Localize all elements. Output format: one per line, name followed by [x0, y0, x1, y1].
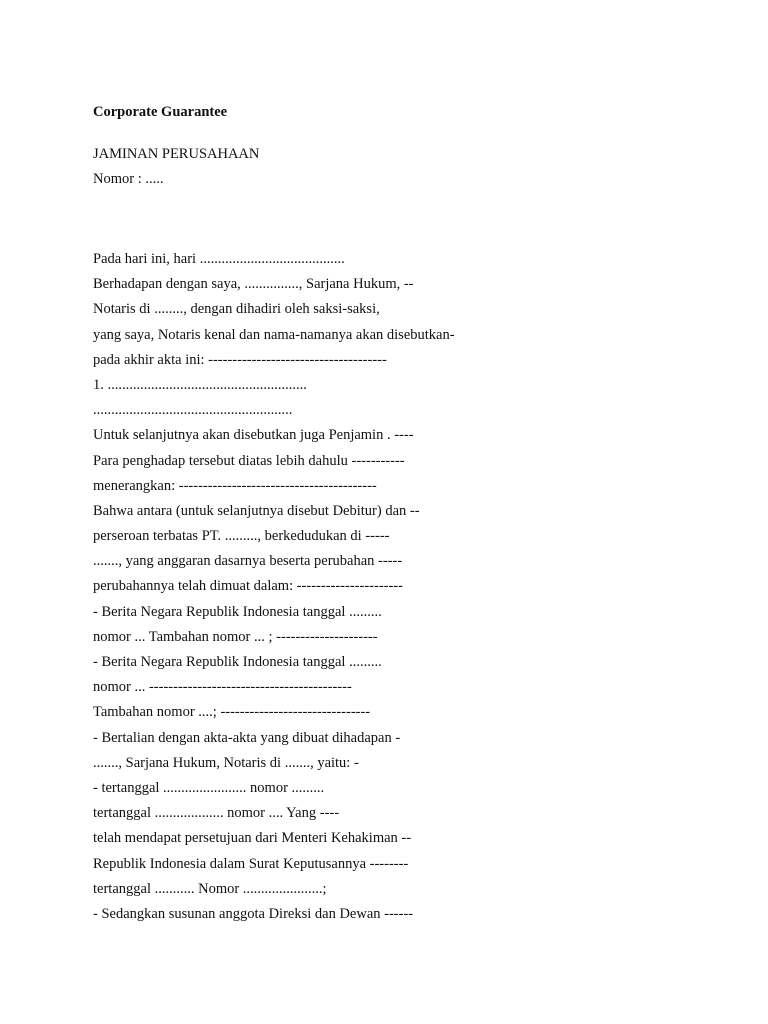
body-line: Republik Indonesia dalam Surat Keputusannya -------- — [93, 855, 409, 872]
body-line: - Berita Negara Republik Indonesia tanggal ......... — [93, 654, 382, 670]
body-line: telah mendapat persetujuan dari Menteri Kehakiman -- — [93, 830, 412, 847]
body-line: nomor ... Tambahan nomor ... ; --------------------- — [93, 628, 378, 645]
body-line: Untuk selanjutnya akan disebutkan juga Penjamin . ---- — [93, 427, 414, 444]
document-number-line: Nomor : ..... — [93, 171, 164, 187]
body-line: nomor ... ------------------------------------------ — [93, 679, 352, 696]
body-line: pada akhir akta ini: ------------------------------------- — [93, 351, 387, 368]
body-line: ......., yang anggaran dasarnya beserta perubahan ----- — [93, 553, 403, 570]
body-line: Berhadapan dengan saya, ..............., Sarjana Hukum, -- — [93, 276, 414, 293]
body-line: perseroan terbatas PT. ........., berkedudukan di ----- — [93, 528, 390, 545]
body-line: tertanggal ........... Nomor ......................; — [93, 880, 327, 897]
body-line: Notaris di ........, dengan dihadiri oleh saksi-saksi, — [93, 301, 380, 318]
body-line: ....................................................... — [93, 402, 293, 419]
body-line: perubahannya telah dimuat dalam: ---------------------- — [93, 578, 403, 595]
body-line: - Berita Negara Republik Indonesia tanggal ......... — [93, 603, 382, 620]
document-heading: JAMINAN PERUSAHAAN — [93, 146, 260, 162]
body-line: menerangkan: ----------------------------------------- — [93, 477, 377, 494]
body-line: Pada hari ini, hari ........................................ — [93, 251, 345, 267]
body-line: tertanggal ................... nomor .... Yang ---- — [93, 805, 340, 822]
body-line: - Sedangkan susunan anggota Direksi dan Dewan ------ — [93, 905, 414, 922]
body-line: Bahwa antara (untuk selanjutnya disebut Debitur) dan -- — [93, 502, 420, 519]
body-line: yang saya, Notaris kenal dan nama-namanya akan disebutkan- — [93, 326, 455, 343]
document-title: Corporate Guarantee — [93, 104, 228, 120]
document-body — [93, 247, 713, 927]
body-line: 1. ....................................................... — [93, 376, 307, 393]
body-line: Tambahan nomor ....; ------------------------------- — [93, 704, 371, 721]
body-line: - Bertalian dengan akta-akta yang dibuat dihadapan - — [93, 729, 401, 746]
body-line: ......., Sarjana Hukum, Notaris di ......., yaitu: - — [93, 754, 359, 771]
body-line: - tertanggal ....................... nomor ......... — [93, 779, 325, 796]
body-line: Para penghadap tersebut diatas lebih dahulu ----------- — [93, 452, 405, 469]
